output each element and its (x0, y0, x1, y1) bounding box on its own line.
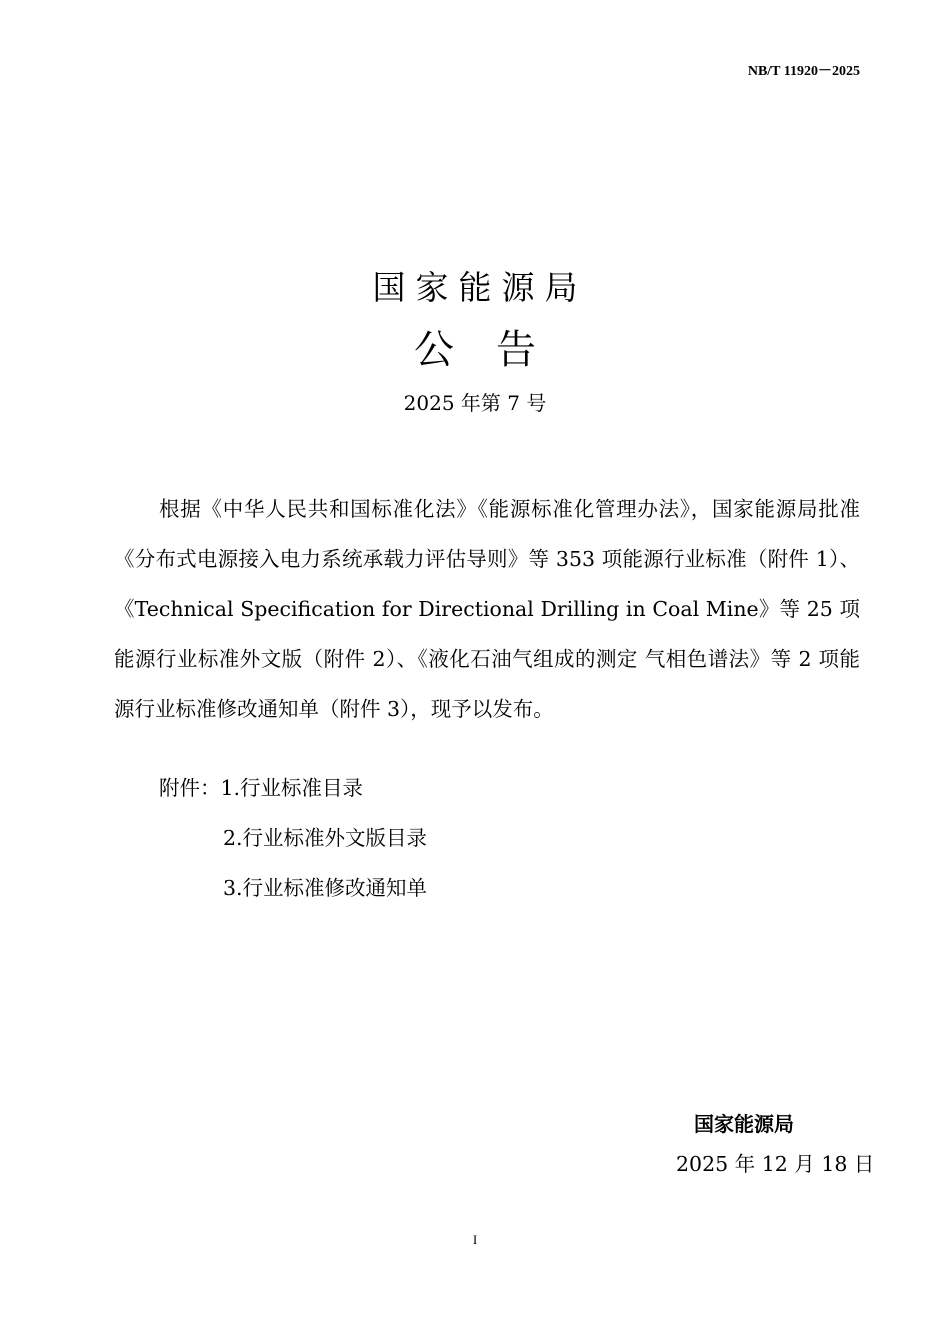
notice-title-second-char: 告 (496, 327, 536, 373)
attachment-item: 2.行业标准外文版目录 (223, 826, 428, 850)
issue-number: 2025 年第 7 号 (403, 391, 547, 415)
agency-title: 国家能源局 (372, 268, 588, 307)
standard-code: NB/T 11920－2025 (747, 64, 860, 79)
body-paragraph: 根据《中华人民共和国标准化法》《能源标准化管理办法》，国家能源局批准《分布式电源接入电力系统承载力评估导则》等 353 项能源行业标准（附件 1）、《Technical Specification for Directional Drilling in Coal Mine》等 25 项能源行业标准外文版（附件 2）、《液化石油气组成的测定 气相色谱法》等 2 项能源行业标准修改通知单（附件 3），现予以发布。 (114, 497, 860, 721)
attachment-item: 3.行业标准修改通知单 (223, 876, 428, 900)
attachment-label: 附件： (159, 776, 221, 800)
page-number: I (472, 1232, 478, 1247)
attachment-item: 1.行业标准目录 (220, 776, 364, 800)
attachment-line-1 (159, 774, 363, 802)
notice-title (0, 326, 950, 374)
signature-organization: 国家能源局 (694, 1112, 794, 1136)
signature-date: 2025 年 12 月 18 日 (676, 1152, 875, 1176)
notice-title-first-char: 公 (414, 327, 454, 373)
